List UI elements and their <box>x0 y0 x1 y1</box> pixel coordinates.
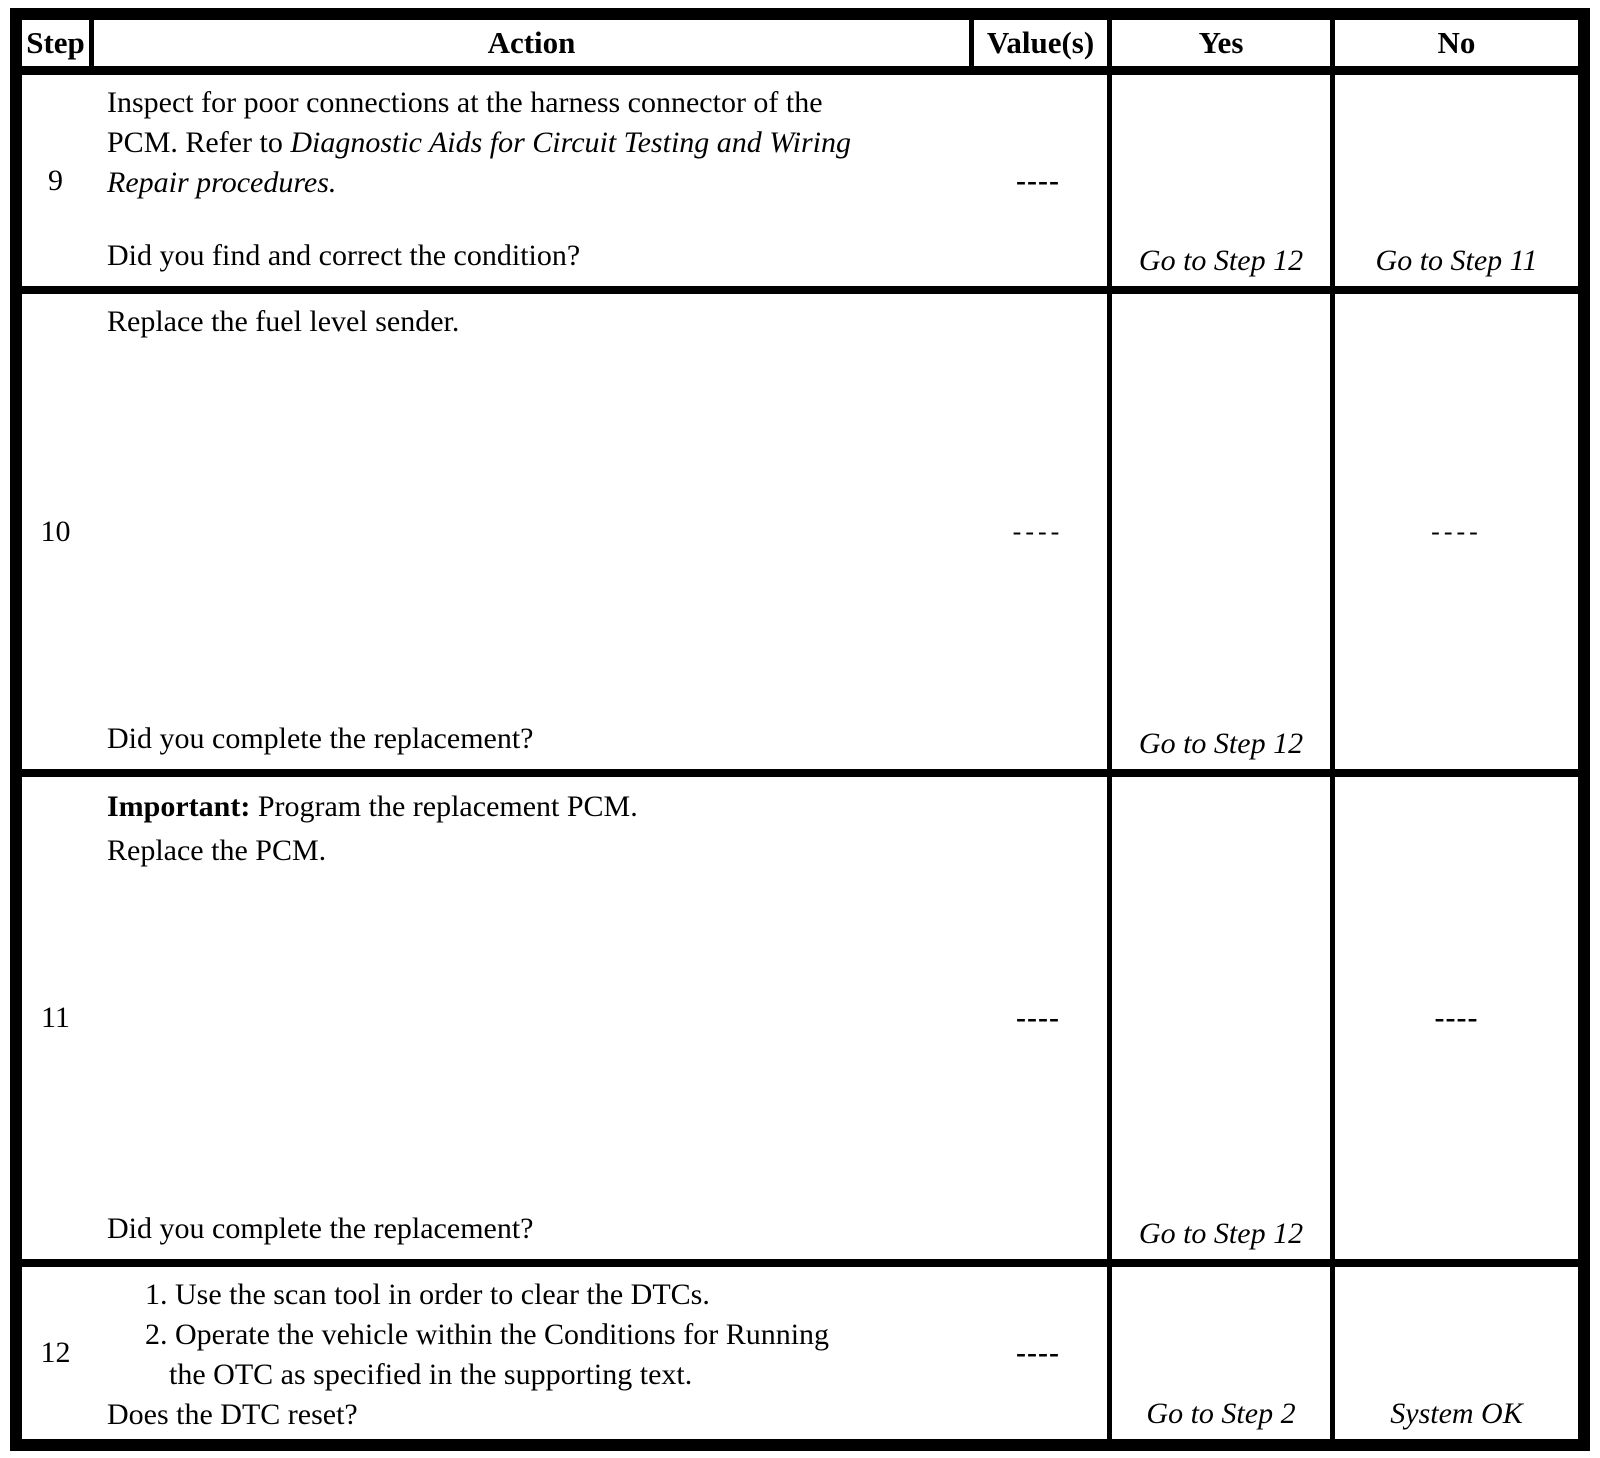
action-text <box>107 83 887 203</box>
action-cell-12 <box>89 1259 969 1439</box>
diagnostic-table <box>10 8 1590 1451</box>
yes-goto: Go to Step 12 <box>1138 244 1304 277</box>
action-text-rest: Program the replacement PCM. <box>250 790 638 823</box>
header-no-label: No <box>1437 25 1476 60</box>
action-list-item-1: 1. Use the scan tool in order to clear the DTCs. <box>145 1278 710 1311</box>
step-cell-11 <box>22 769 89 1259</box>
no-dashes: ---- <box>1431 516 1482 546</box>
action-cell-11 <box>89 769 969 1259</box>
no-cell-10 <box>1330 286 1578 769</box>
header-no <box>1330 20 1578 66</box>
yes-mid-spacer <box>1112 75 1330 244</box>
value-dashes: ---- <box>1012 516 1064 546</box>
no-result: System OK <box>1390 1397 1523 1430</box>
action-question: Did you find and correct the condition? <box>107 239 581 272</box>
header-step-label: Step <box>26 25 85 60</box>
action-list <box>107 1275 857 1395</box>
header-action <box>89 20 969 66</box>
yes-mid-spacer <box>1112 294 1330 727</box>
no-dashes: ---- <box>1434 1001 1479 1034</box>
step-cell-9 <box>22 66 89 286</box>
no-mid-spacer <box>1335 75 1578 244</box>
yes-cell-11 <box>1107 769 1330 1259</box>
yes-mid-spacer <box>1112 777 1330 1217</box>
yes-cell-12 <box>1107 1259 1330 1439</box>
step-number: 12 <box>40 1336 71 1369</box>
action-cell-10 <box>89 286 969 769</box>
header-values-label: Value(s) <box>986 25 1095 60</box>
value-dashes: ---- <box>1016 1336 1060 1369</box>
value-cell-10 <box>969 286 1107 769</box>
header-action-label: Action <box>487 25 576 60</box>
action-text-normal: Inspect for poor connections at the harness connector of the PCM. Refer to <box>107 86 823 159</box>
step-number: 10 <box>40 514 71 548</box>
yes-cell-9 <box>1107 66 1330 286</box>
action-question: Does the DTC reset? <box>107 1398 358 1431</box>
action-list-item-2: 2. Operate the vehicle within the Conditions for Running the OTC as specified in the supporting text. <box>145 1318 830 1391</box>
yes-mid-spacer <box>1112 1267 1330 1397</box>
action-text <box>107 785 887 873</box>
step-cell-12 <box>22 1259 89 1439</box>
header-values <box>969 20 1107 66</box>
no-goto: Go to Step 11 <box>1375 244 1538 277</box>
action-question: Did you complete the replacement? <box>107 722 534 755</box>
no-mid-spacer <box>1335 1267 1578 1397</box>
action-text-italic: Diagnostic Aids for Circuit Testing and Wiring Repair procedures. <box>107 126 851 199</box>
step-cell-10 <box>22 286 89 769</box>
no-cell-9 <box>1330 66 1578 286</box>
value-cell-12 <box>969 1259 1107 1439</box>
header-yes-label: Yes <box>1198 25 1244 60</box>
no-cell-12 <box>1330 1259 1578 1439</box>
action-question: Did you complete the replacement? <box>107 1212 534 1245</box>
value-dashes: ---- <box>1016 163 1060 197</box>
yes-goto: Go to Step 12 <box>1138 727 1304 760</box>
action-important-label: Important: <box>107 790 251 823</box>
step-number: 11 <box>41 1001 70 1034</box>
yes-goto: Go to Step 2 <box>1146 1397 1296 1430</box>
value-dashes: ---- <box>1016 1001 1060 1034</box>
value-cell-9 <box>969 66 1107 286</box>
action-text: Replace the fuel level sender. <box>107 305 460 338</box>
value-cell-11 <box>969 769 1107 1259</box>
yes-cell-10 <box>1107 286 1330 769</box>
header-yes <box>1107 20 1330 66</box>
yes-goto: Go to Step 12 <box>1138 1217 1304 1250</box>
action-cell-9 <box>89 66 969 286</box>
no-cell-11 <box>1330 769 1578 1259</box>
header-step <box>22 20 89 66</box>
step-number: 9 <box>48 163 63 197</box>
action-text-line2: Replace the PCM. <box>107 834 327 867</box>
